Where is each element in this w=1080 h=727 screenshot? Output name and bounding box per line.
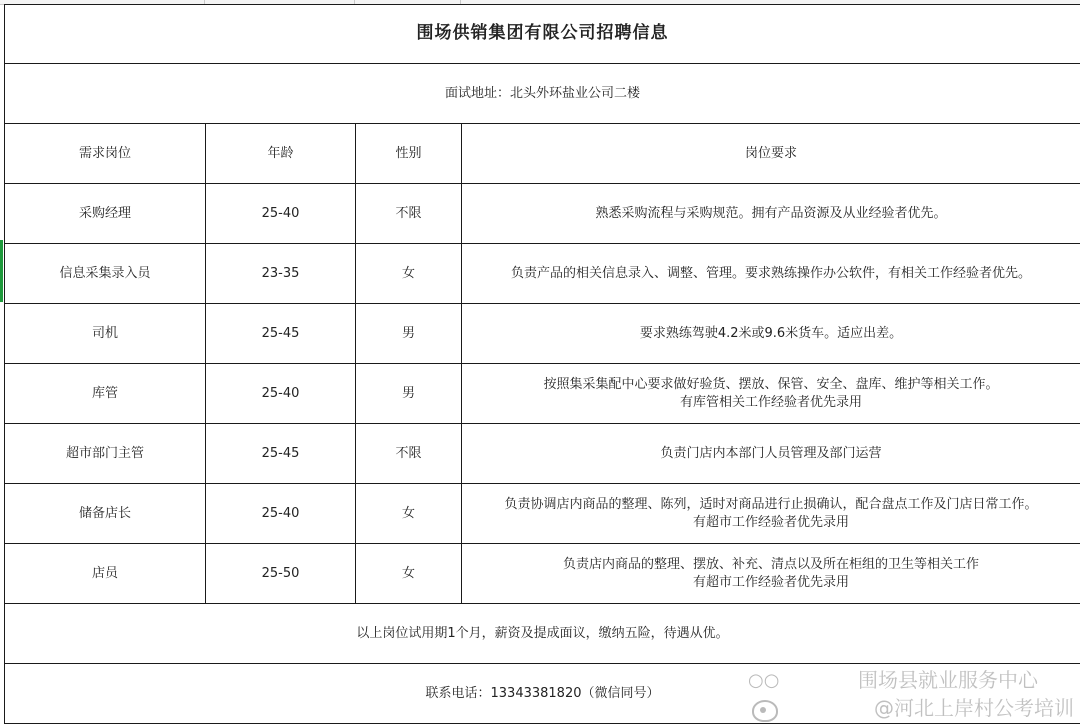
table-row (5, 184, 1080, 244)
requirement-cell[interactable] (462, 364, 1080, 424)
position-cell[interactable] (5, 544, 206, 604)
job-gender: 女 (401, 265, 415, 281)
table-row (5, 244, 1080, 304)
job-requirement-line: 有超市工作经验者优先录用 (692, 514, 849, 530)
header-age-cell[interactable] (206, 124, 356, 184)
footer-note-cell[interactable] (5, 604, 1080, 664)
header-gender-cell[interactable] (356, 124, 462, 184)
job-position: 司机 (91, 325, 118, 341)
age-cell[interactable] (206, 424, 356, 484)
age-cell[interactable] (206, 484, 356, 544)
header-age: 年龄 (267, 145, 294, 161)
table-row (5, 424, 1080, 484)
requirement-cell[interactable] (462, 484, 1080, 544)
address-cell[interactable] (5, 64, 1080, 124)
job-age: 25-45 (261, 325, 300, 341)
job-position: 库管 (91, 385, 118, 401)
recruitment-table (4, 4, 1080, 724)
job-requirement-line: 要求熟练驾驶4.2米或9.6米货车。适应出差。 (639, 325, 903, 341)
job-requirement-line: 有超市工作经验者优先录用 (692, 574, 849, 590)
job-age: 25-40 (261, 385, 300, 401)
footer-note-row (5, 604, 1080, 664)
table-row (5, 544, 1080, 604)
job-gender: 男 (401, 385, 415, 401)
position-cell[interactable] (5, 244, 206, 304)
requirement-cell[interactable] (462, 424, 1080, 484)
header-position: 需求岗位 (78, 145, 131, 161)
gender-cell[interactable] (356, 244, 462, 304)
job-position: 店员 (91, 565, 118, 581)
job-age: 25-40 (261, 505, 300, 521)
job-age: 23-35 (261, 265, 300, 281)
selected-cell-marker (0, 240, 3, 302)
job-requirement-line: 负责店内商品的整理、摆放、补充、清点以及所在柜组的卫生等相关工作 (562, 556, 979, 572)
watermark-line-1: 围场县就业服务中心 (858, 668, 1038, 692)
table-row (5, 484, 1080, 544)
job-age: 25-40 (261, 205, 300, 221)
job-gender: 女 (401, 565, 415, 581)
header-requirement: 岗位要求 (744, 145, 797, 161)
job-requirement-line: 熟悉采购流程与采购规范。拥有产品资源及从业经验者优先。 (595, 205, 947, 221)
position-cell[interactable] (5, 304, 206, 364)
address-row (5, 64, 1080, 124)
table-row (5, 364, 1080, 424)
age-cell[interactable] (206, 244, 356, 304)
position-cell[interactable] (5, 484, 206, 544)
job-requirement-line: 有库管相关工作经验者优先录用 (679, 394, 862, 410)
job-gender: 不限 (395, 445, 422, 461)
interview-address: 面试地址：北头外环盐业公司二楼 (444, 85, 640, 101)
requirement-cell[interactable] (462, 544, 1080, 604)
header-gender: 性别 (395, 145, 422, 161)
contact-row (5, 664, 1080, 724)
gender-cell[interactable] (356, 184, 462, 244)
gender-cell[interactable] (356, 484, 462, 544)
footer-note: 以上岗位试用期1个月，薪资及提成面议，缴纳五险，待遇从优。 (356, 625, 729, 641)
job-gender: 男 (401, 325, 415, 341)
table-row (5, 304, 1080, 364)
requirement-cell[interactable] (462, 304, 1080, 364)
position-cell[interactable] (5, 364, 206, 424)
header-requirement-cell[interactable] (462, 124, 1080, 184)
job-gender: 不限 (395, 205, 422, 221)
age-cell[interactable] (206, 544, 356, 604)
gender-cell[interactable] (356, 304, 462, 364)
job-requirement-line: 负责协调店内商品的整理、陈列，适时对商品进行止损确认，配合盘点工作及门店日常工作。 (504, 496, 1038, 512)
wechat-icon: ○○ (748, 670, 780, 691)
age-cell[interactable] (206, 184, 356, 244)
header-position-cell[interactable] (5, 124, 206, 184)
job-position: 超市部门主管 (65, 445, 144, 461)
title-row (5, 5, 1080, 64)
gender-cell[interactable] (356, 544, 462, 604)
job-gender: 女 (401, 505, 415, 521)
position-cell[interactable] (5, 184, 206, 244)
title-cell[interactable] (5, 5, 1080, 64)
position-cell[interactable] (5, 424, 206, 484)
age-cell[interactable] (206, 304, 356, 364)
requirement-cell[interactable] (462, 244, 1080, 304)
job-requirement-line: 按照集采集配中心要求做好验货、摆放、保管、安全、盘库、维护等相关工作。 (543, 376, 999, 392)
job-position: 储备店长 (78, 505, 131, 521)
contact-cell[interactable] (5, 664, 1080, 724)
page-title: 围场供销集团有限公司招聘信息 (416, 23, 669, 43)
job-requirement-line: 负责门店内本部门人员管理及部门运营 (660, 445, 882, 461)
job-position: 信息采集录入员 (59, 265, 151, 281)
header-row (5, 124, 1080, 184)
job-age: 25-45 (261, 445, 300, 461)
job-position: 采购经理 (78, 205, 131, 221)
watermark-line-2: @河北上岸村公考培训 (874, 696, 1074, 720)
job-age: 25-50 (261, 565, 300, 581)
gender-cell[interactable] (356, 424, 462, 484)
contact-phone: 联系电话：13343381820（微信同号） (425, 685, 660, 701)
requirement-cell[interactable] (462, 184, 1080, 244)
job-requirement-line: 负责产品的相关信息录入、调整、管理。要求熟练操作办公软件，有相关工作经验者优先。 (510, 265, 1031, 281)
gender-cell[interactable] (356, 364, 462, 424)
age-cell[interactable] (206, 364, 356, 424)
